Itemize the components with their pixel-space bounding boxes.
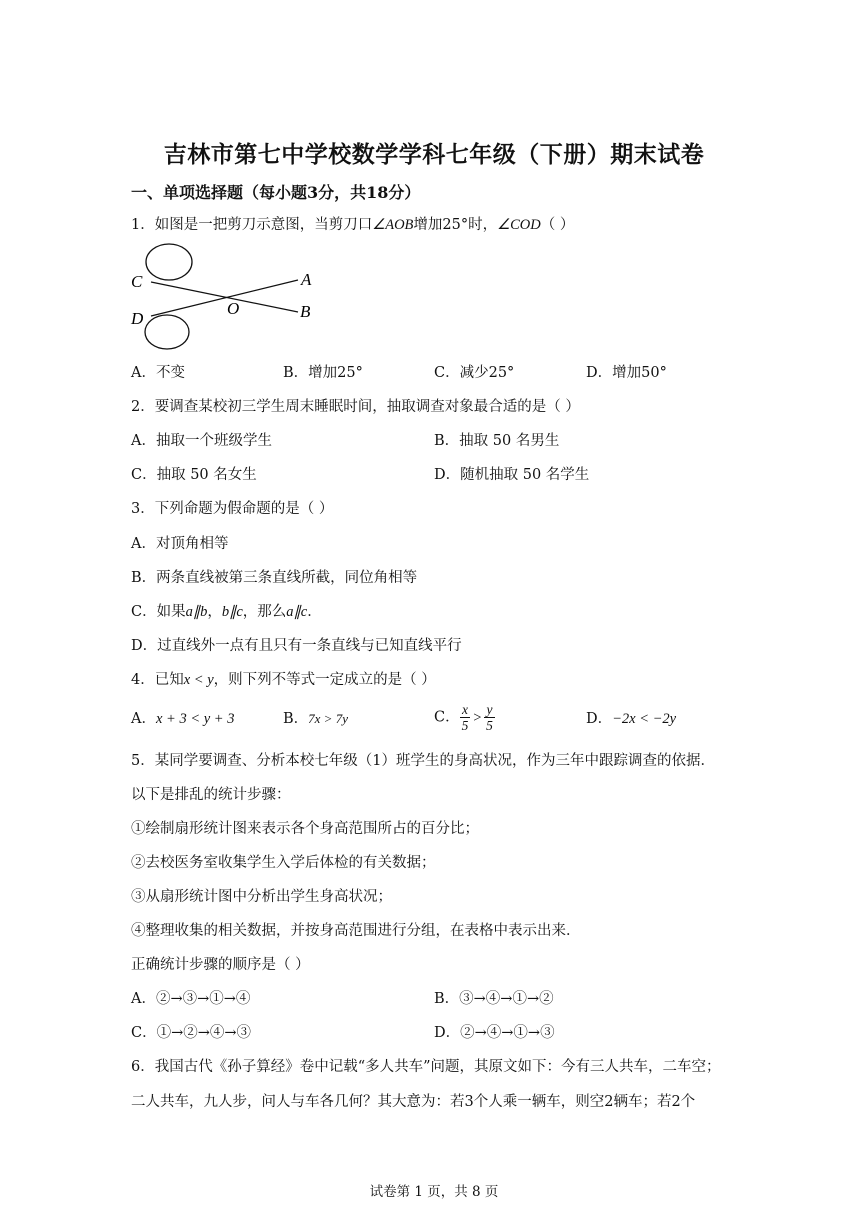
- q1-option-a[interactable]: A．不变: [131, 365, 185, 381]
- question-2-stem: 2．要调查某校初三学生周末睡眠时间，抽取调查对象最合适的是（ ）: [131, 399, 580, 415]
- q5-option-b[interactable]: B．③→④→①→②: [434, 991, 554, 1007]
- q3-c-text: ，那么: [242, 604, 287, 620]
- q4-condition: x < y: [183, 672, 214, 688]
- q2-option-d[interactable]: D．随机抽取 50 名学生: [434, 467, 590, 483]
- q3-option-a[interactable]: A．对顶角相等: [131, 536, 229, 552]
- fraction-y-over-5: [484, 702, 495, 733]
- scissors-blade-da: [151, 280, 298, 316]
- q4-option-c[interactable]: [434, 702, 495, 733]
- q5-step-3: ③从扇形统计图中分析出学生身高状况；: [131, 889, 392, 905]
- q4-stem-part: ，则下列不等式一定成立的是（ ）: [213, 672, 436, 688]
- label-a: A: [301, 270, 312, 289]
- scissors-figure: [126, 240, 326, 360]
- q5-step-4: ④整理收集的相关数据，并按身高范围进行分组，在表格中表示出来．: [131, 923, 581, 939]
- label-b: B: [300, 302, 311, 321]
- label-o: O: [227, 299, 240, 318]
- greater-than-sign: >: [472, 709, 483, 726]
- q1-stem-part: 增加25°时，: [413, 217, 498, 233]
- scissors-handle-top: [146, 244, 192, 280]
- option-label: A．: [131, 711, 156, 727]
- fraction-denominator: 5: [486, 718, 493, 733]
- q4-stem-part: 4．已知: [131, 672, 184, 688]
- q5-step-1: ①绘制扇形统计图来表示各个身高范围所占的百分比；: [131, 821, 479, 837]
- fraction-denominator: 5: [461, 718, 469, 733]
- q3-c-text: C．如果: [131, 604, 186, 620]
- q3-option-b[interactable]: B．两条直线被第三条直线所截，同位角相等: [131, 570, 418, 586]
- q2-option-b[interactable]: B．抽取 50 名男生: [434, 433, 560, 449]
- option-label: B．: [283, 711, 309, 727]
- question-6-stem-line2: 二人共车，九人步，问人与车各几何？其大意为：若3个人乘一辆车，则空2辆车；若2个: [131, 1094, 696, 1110]
- scissors-blade-cb: [151, 282, 298, 312]
- exam-title: 吉林市第七中学校数学学科七年级（下册）期末试卷: [163, 141, 705, 168]
- q1-option-d[interactable]: D．增加50°: [586, 365, 667, 381]
- q5-option-d[interactable]: D．②→④→①→③: [434, 1025, 555, 1041]
- page-footer: 试卷第 1 页，共 8 页: [369, 1184, 499, 1200]
- q2-option-a[interactable]: A．抽取一个班级学生: [131, 433, 272, 449]
- angle-cod: ∠COD: [497, 217, 541, 233]
- option-label: D．: [586, 711, 613, 727]
- angle-aob: ∠AOB: [372, 217, 414, 233]
- q3-c-text: ，: [207, 604, 222, 620]
- q3-c-text: ．: [307, 604, 322, 620]
- fraction-numerator: x: [460, 702, 471, 718]
- q2-option-c[interactable]: C．抽取 50 名女生: [131, 467, 257, 483]
- q3-option-d[interactable]: D．过直线外一点有且只有一条直线与已知直线平行: [131, 638, 462, 654]
- question-5-stem-line1: 5．某同学要调查、分析本校七年级（1）班学生的身高状况，作为三年中跟踪调查的依据．: [131, 753, 715, 769]
- question-4-stem: [131, 671, 436, 689]
- q1-option-b[interactable]: B．增加25°: [283, 365, 363, 381]
- scissors-handle-bottom: [145, 315, 189, 349]
- q5-question: 正确统计步骤的顺序是（ ）: [131, 957, 310, 973]
- q1-answer-blank: （ ）: [540, 217, 575, 233]
- q4-option-d[interactable]: [586, 710, 676, 728]
- q1-stem-part: 1．如图是一把剪刀示意图，当剪刀口: [131, 217, 373, 233]
- fraction-numerator: y: [484, 702, 495, 718]
- section-heading: 一、单项选择题（每小题3分，共18分）: [131, 183, 421, 202]
- question-1-stem: [131, 216, 574, 234]
- q3-c-math: b∥c: [221, 604, 243, 620]
- q4-d-expr: −2x < −2y: [612, 711, 677, 727]
- fraction-x-over-5: [460, 702, 471, 733]
- q4-option-b[interactable]: [283, 710, 348, 728]
- question-5-stem-line2: 以下是排乱的统计步骤：: [131, 787, 291, 803]
- q3-c-math: a∥b: [185, 604, 208, 620]
- q4-b-expr: 7x > 7y: [308, 711, 348, 726]
- q5-step-2: ②去校医务室收集学生入学后体检的有关数据；: [131, 855, 436, 871]
- q5-option-a[interactable]: A．②→③→①→④: [131, 991, 251, 1007]
- question-3-stem: 3．下列命题为假命题的是（ ）: [131, 501, 334, 517]
- question-6-stem-line1: 6．我国古代《孙子算经》卷中记载“多人共车”问题，其原文如下：今有三人共车，二车空；: [131, 1059, 721, 1075]
- option-label: C．: [434, 709, 460, 726]
- q1-option-c[interactable]: C．减少25°: [434, 365, 515, 381]
- q3-c-math: a∥c: [286, 604, 308, 620]
- q3-option-c[interactable]: [131, 603, 322, 621]
- label-d: D: [131, 309, 144, 328]
- q5-option-c[interactable]: C．①→②→④→③: [131, 1025, 252, 1041]
- q4-option-a[interactable]: [131, 710, 234, 728]
- label-c: C: [131, 272, 143, 291]
- q4-a-expr: x + 3 < y + 3: [155, 711, 235, 727]
